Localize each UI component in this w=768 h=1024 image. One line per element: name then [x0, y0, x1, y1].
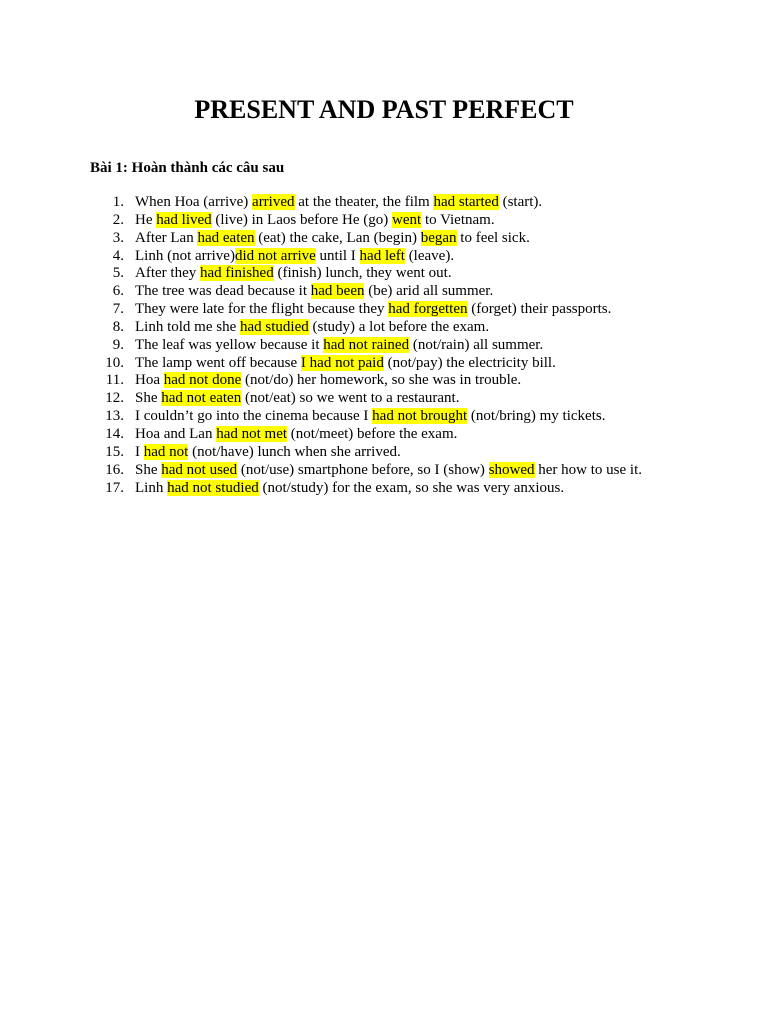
sentence-text: (not/do) her homework, so she was in trouble. [241, 372, 522, 389]
sentence-text: Linh (not arrive) [135, 247, 235, 264]
highlighted-answer: had lived [156, 211, 212, 228]
highlighted-answer: had forgetten [388, 301, 468, 318]
item-sentence [135, 248, 454, 266]
item-number: 11. [105, 372, 124, 389]
list-item [0, 355, 768, 373]
item-number: 7. [112, 301, 124, 318]
sentence-text: The tree was dead because it [135, 283, 311, 300]
list-item [0, 372, 768, 390]
highlighted-answer: had not done [163, 372, 242, 389]
item-number: 4. [112, 247, 124, 264]
sentence-text: (start). [498, 194, 543, 210]
item-sentence [135, 426, 457, 444]
sentence-text: After Lan [135, 229, 198, 246]
highlighted-answer: did not arrive [234, 247, 316, 264]
highlighted-answer: had not met [216, 425, 288, 442]
item-number: 9. [112, 336, 124, 353]
list-item [0, 444, 768, 462]
item-number: 12. [105, 390, 124, 407]
item-sentence [135, 337, 543, 355]
sentence-text: (not/have) lunch when she arrived. [188, 443, 401, 460]
item-sentence [135, 230, 530, 248]
answer-list [0, 194, 768, 497]
list-item [0, 230, 768, 248]
exercise-heading: Bài 1: Hoàn thành các câu sau [90, 160, 285, 176]
sentence-text: Hoa and Lan [135, 425, 217, 442]
item-sentence [135, 390, 459, 408]
sentence-text: The lamp went off because [135, 354, 301, 371]
item-number: 10. [105, 354, 124, 371]
highlighted-answer: had not studied [167, 479, 259, 496]
item-number: 13. [105, 408, 124, 425]
sentence-text: When Hoa (arrive) [135, 194, 253, 210]
item-sentence [135, 301, 611, 319]
sentence-text: to feel sick. [456, 229, 530, 246]
item-sentence [135, 319, 489, 337]
sentence-text: (leave). [404, 247, 455, 264]
item-number: 1. [112, 194, 124, 210]
sentence-text: until I [315, 247, 360, 264]
highlighted-answer: went [392, 211, 422, 228]
sentence-text: (forget) their passports. [467, 301, 612, 318]
list-item [0, 480, 768, 498]
sentence-text: (not/study) for the exam, so she was very anxious. [258, 479, 565, 496]
sentence-text: (not/meet) before the exam. [287, 425, 458, 442]
highlighted-answer: I had not paid [300, 354, 384, 371]
list-item [0, 462, 768, 480]
item-sentence [135, 355, 556, 373]
list-item [0, 408, 768, 426]
item-number: 14. [105, 425, 124, 442]
item-sentence [135, 194, 542, 212]
sentence-text: She [135, 390, 162, 407]
item-number: 8. [112, 318, 124, 335]
sentence-text: (not/rain) all summer. [409, 336, 544, 353]
sentence-text: (finish) lunch, they went out. [273, 265, 452, 282]
item-sentence [135, 444, 401, 462]
item-sentence [135, 480, 564, 498]
highlighted-answer: had started [433, 194, 499, 210]
sentence-text: (not/pay) the electricity bill. [383, 354, 556, 371]
list-item [0, 248, 768, 266]
sentence-text: Hoa [135, 372, 164, 389]
sentence-text: (study) a lot before the exam. [308, 318, 490, 335]
highlighted-answer: had not [143, 443, 189, 460]
item-number: 5. [112, 265, 124, 282]
list-item [0, 265, 768, 283]
highlighted-answer: had finished [199, 265, 274, 282]
sentence-text: Linh told me she [135, 318, 240, 335]
sentence-text: They were late for the flight because they [135, 301, 389, 318]
sentence-text: She [135, 461, 162, 478]
list-item [0, 426, 768, 444]
item-number: 17. [105, 479, 124, 496]
item-sentence [135, 408, 605, 426]
list-item [0, 337, 768, 355]
item-number: 2. [112, 211, 124, 228]
highlighted-answer: had left [359, 247, 405, 264]
list-item [0, 194, 768, 212]
highlighted-answer: had been [310, 283, 365, 300]
sentence-text: at the theater, the film [294, 194, 434, 210]
item-number: 3. [112, 229, 124, 246]
sentence-text: After they [135, 265, 200, 282]
highlighted-answer: began [420, 229, 457, 246]
item-number: 15. [105, 443, 124, 460]
sentence-text: He [135, 211, 157, 228]
item-sentence [135, 212, 495, 230]
sentence-text: (be) arid all summer. [364, 283, 494, 300]
list-item [0, 390, 768, 408]
highlighted-answer: had not brought [372, 408, 468, 425]
item-sentence [135, 265, 452, 283]
sentence-text: I [135, 443, 144, 460]
highlighted-answer: had not rained [323, 336, 410, 353]
highlighted-answer: had not used [161, 461, 238, 478]
sentence-text: (not/eat) so we went to a restaurant. [241, 390, 460, 407]
list-item [0, 212, 768, 230]
highlighted-answer: had studied [240, 318, 309, 335]
sentence-text: (live) in Laos before He (go) [211, 211, 393, 228]
sentence-text: to Vietnam. [421, 211, 495, 228]
item-sentence [135, 283, 493, 301]
list-item [0, 283, 768, 301]
sentence-text: (not/use) smartphone before, so I (show) [237, 461, 489, 478]
highlighted-answer: had not eaten [161, 390, 242, 407]
item-number: 16. [105, 461, 124, 478]
list-item [0, 301, 768, 319]
highlighted-answer: had eaten [197, 229, 255, 246]
item-number: 6. [112, 283, 124, 300]
sentence-text: The leaf was yellow because it [135, 336, 324, 353]
sentence-text: her how to use it. [534, 461, 642, 478]
document-title: PRESENT AND PAST PERFECT [194, 95, 574, 124]
highlighted-answer: arrived [252, 194, 295, 210]
sentence-text: I couldn’t go into the cinema because I [135, 408, 373, 425]
item-sentence [135, 462, 642, 480]
list-item [0, 319, 768, 337]
highlighted-answer: showed [488, 461, 535, 478]
sentence-text: (not/bring) my tickets. [467, 408, 606, 425]
sentence-text: (eat) the cake, Lan (begin) [254, 229, 421, 246]
sentence-text: Linh [135, 479, 168, 496]
item-sentence [135, 372, 521, 390]
